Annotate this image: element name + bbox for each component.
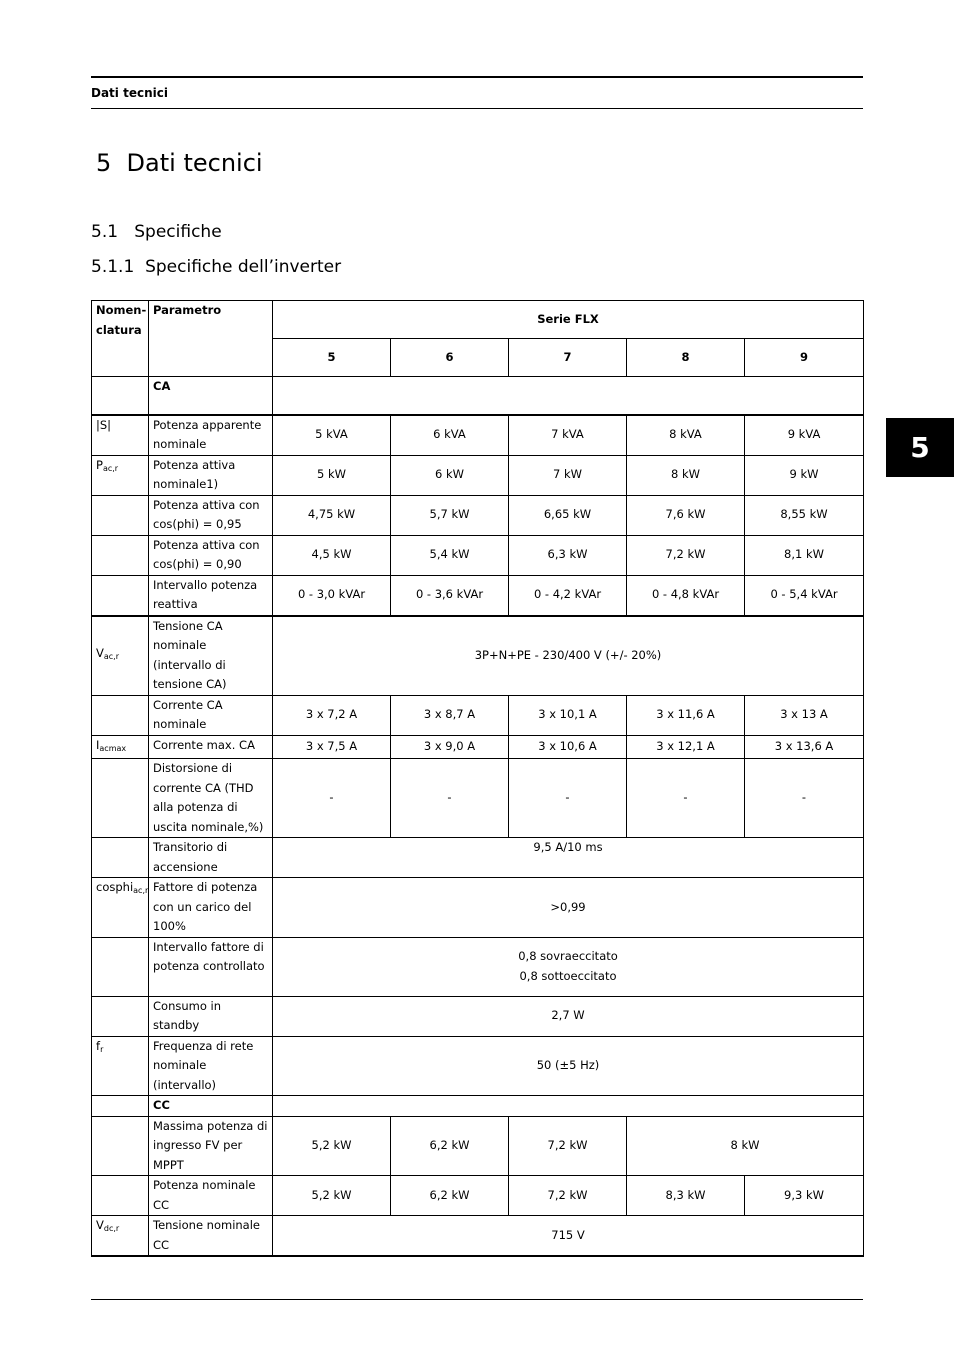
section-label-cc: CC <box>149 1096 273 1117</box>
subsection-title <box>91 257 341 277</box>
symbol-subscript: r <box>100 1044 104 1054</box>
nomenclature-cell <box>92 455 149 495</box>
symbol-main: P <box>96 457 103 472</box>
nomenclature-cell <box>92 996 149 1036</box>
value-cell: 8,1 kW <box>745 535 864 575</box>
parameter-cell: Corrente CA nominale <box>149 695 273 735</box>
model-header: 7 <box>509 339 627 377</box>
value-cell: 3 x 11,6 A <box>627 695 745 735</box>
value-cell: - <box>391 759 509 838</box>
nomenclature-cell: |S| <box>92 415 149 456</box>
value-cell: - <box>627 759 745 838</box>
subsection-title-text: Specifiche dell’inverter <box>145 257 342 277</box>
header-series: Serie FLX <box>273 301 864 339</box>
parameter-cell: Intervallo fattore di potenza controllato <box>149 937 273 996</box>
value-cell: 0 - 5,4 kVAr <box>745 575 864 616</box>
value-cell-span: >0,99 <box>273 878 864 938</box>
value-cell: 5,2 kW <box>273 1176 391 1216</box>
value-cell: 6,3 kW <box>509 535 627 575</box>
nomenclature-cell <box>92 535 149 575</box>
nomenclature-cell <box>92 1036 149 1096</box>
value-cell: 5,2 kW <box>273 1116 391 1176</box>
symbol-subscript: dc,r <box>103 1224 120 1233</box>
nomenclature-cell <box>92 1176 149 1216</box>
parameter-cell: Tensione CA nominale (intervallo di tensione CA) <box>149 616 273 696</box>
chapter-number: 5 <box>96 149 112 177</box>
empty-cell <box>273 1096 864 1117</box>
value-cell: 3 x 7,5 A <box>273 735 391 759</box>
value-cell: 0 - 4,8 kVAr <box>627 575 745 616</box>
value-cell: 7,2 kW <box>509 1116 627 1176</box>
value-cell: 8 kVA <box>627 415 745 456</box>
parameter-cell: Corrente max. CA <box>149 735 273 759</box>
model-header: 5 <box>273 339 391 377</box>
nomenclature-cell <box>92 735 149 759</box>
nomenclature-cell <box>92 1116 149 1176</box>
nomenclature-cell <box>92 377 149 415</box>
header-nomenclature: Nomen-clatura <box>92 301 149 377</box>
nomenclature-cell <box>92 695 149 735</box>
value-cell: 3 x 13,6 A <box>745 735 864 759</box>
value-cell: 7 kW <box>509 455 627 495</box>
value-cell: 4,75 kW <box>273 495 391 535</box>
value-line: 0,8 sovraeccitato <box>518 949 618 963</box>
inverter-spec-table <box>91 300 864 1257</box>
parameter-cell: Distorsione di corrente CA (THD alla potenza di uscita nominale,%) <box>149 759 273 838</box>
chapter-title-text: Dati tecnici <box>126 149 263 177</box>
value-cell: 6 kVA <box>391 415 509 456</box>
value-cell: 5 kVA <box>273 415 391 456</box>
value-cell: 9,3 kW <box>745 1176 864 1216</box>
parameter-cell: Fattore di potenza con un carico del 100% <box>149 878 273 938</box>
parameter-cell: Intervallo potenza reattiva <box>149 575 273 616</box>
symbol-main: V <box>96 1218 104 1232</box>
parameter-cell: Transitorio di accensione <box>149 838 273 878</box>
value-cell: 9 kVA <box>745 415 864 456</box>
footer-rule <box>91 1299 863 1300</box>
symbol-subscript: ac,r <box>133 886 149 895</box>
nomenclature-cell <box>92 495 149 535</box>
parameter-cell: Tensione nominale CC <box>149 1216 273 1257</box>
subsection-number: 5.1.1 <box>91 257 135 277</box>
value-cell-span: 8 kW <box>627 1116 864 1176</box>
header-parameter: Parametro <box>149 301 273 377</box>
parameter-cell: Potenza attiva con cos(phi) = 0,90 <box>149 535 273 575</box>
symbol-main: V <box>96 646 104 661</box>
value-cell: 7,2 kW <box>627 535 745 575</box>
parameter-cell: Potenza apparente nominale <box>149 415 273 456</box>
parameter-cell: Potenza attiva nominale1) <box>149 455 273 495</box>
value-cell: 8,55 kW <box>745 495 864 535</box>
parameter-cell: Frequenza di rete nominale (intervallo) <box>149 1036 273 1096</box>
value-cell: 3 x 7,2 A <box>273 695 391 735</box>
value-cell: 3 x 9,0 A <box>391 735 509 759</box>
value-cell: 6 kW <box>391 455 509 495</box>
nomenclature-cell <box>92 937 149 996</box>
value-cell: 3 x 12,1 A <box>627 735 745 759</box>
symbol-main: cosphi <box>96 880 134 894</box>
value-cell: 7 kVA <box>509 415 627 456</box>
model-header: 9 <box>745 339 864 377</box>
parameter-cell: Massima potenza di ingresso FV per MPPT <box>149 1116 273 1176</box>
value-cell: 6,2 kW <box>391 1176 509 1216</box>
header-bottom-rule <box>91 108 863 109</box>
section-title-text: Specifiche <box>134 222 222 242</box>
value-cell-span <box>273 937 864 996</box>
value-cell: 9 kW <box>745 455 864 495</box>
value-cell: 5,4 kW <box>391 535 509 575</box>
value-cell: 4,5 kW <box>273 535 391 575</box>
value-cell: 3 x 8,7 A <box>391 695 509 735</box>
nomenclature-cell <box>92 575 149 616</box>
symbol-main: I <box>96 737 100 752</box>
value-cell: 8,3 kW <box>627 1176 745 1216</box>
value-cell: 0 - 4,2 kVAr <box>509 575 627 616</box>
value-cell: 7,2 kW <box>509 1176 627 1216</box>
value-cell: 6,65 kW <box>509 495 627 535</box>
nomenclature-cell <box>92 616 149 696</box>
parameter-cell: Potenza nominale CC <box>149 1176 273 1216</box>
value-cell: - <box>273 759 391 838</box>
nomenclature-cell <box>92 1216 149 1257</box>
chapter-side-tab: 5 <box>886 418 954 477</box>
value-cell: - <box>745 759 864 838</box>
section-label-ca: CA <box>149 377 273 415</box>
nomenclature-cell <box>92 838 149 878</box>
empty-cell <box>273 377 864 415</box>
section-number: 5.1 <box>91 222 119 242</box>
value-cell-span: 2,7 W <box>273 996 864 1036</box>
value-cell: - <box>509 759 627 838</box>
value-cell: 3 x 13 A <box>745 695 864 735</box>
model-header: 8 <box>627 339 745 377</box>
nomenclature-cell <box>92 1096 149 1117</box>
parameter-cell: Consumo in standby <box>149 996 273 1036</box>
parameter-cell: Potenza attiva con cos(phi) = 0,95 <box>149 495 273 535</box>
value-cell-span: 50 (±5 Hz) <box>273 1036 864 1096</box>
nomenclature-cell <box>92 878 149 938</box>
value-cell-span: 3P+N+PE - 230/400 V (+/- 20%) <box>273 616 864 696</box>
value-cell: 0 - 3,6 kVAr <box>391 575 509 616</box>
nomenclature-cell <box>92 759 149 838</box>
symbol-main: f <box>96 1038 101 1053</box>
value-cell: 6,2 kW <box>391 1116 509 1176</box>
value-line: 0,8 sottoeccitato <box>519 968 617 983</box>
value-cell-span: 715 V <box>273 1216 864 1257</box>
symbol-subscript: ac,r <box>103 652 120 662</box>
chapter-title <box>96 149 263 177</box>
value-cell: 7,6 kW <box>627 495 745 535</box>
model-header: 6 <box>391 339 509 377</box>
section-title <box>91 222 222 242</box>
running-header: Dati tecnici <box>91 86 168 100</box>
value-cell: 3 x 10,6 A <box>509 735 627 759</box>
value-cell: 5,7 kW <box>391 495 509 535</box>
value-cell: 3 x 10,1 A <box>509 695 627 735</box>
value-cell: 5 kW <box>273 455 391 495</box>
symbol-subscript: ac,r <box>102 463 119 473</box>
value-cell: 8 kW <box>627 455 745 495</box>
value-cell: 0 - 3,0 kVAr <box>273 575 391 616</box>
value-cell-span: 9,5 A/10 ms <box>273 838 864 878</box>
symbol-subscript: acmax <box>99 743 127 753</box>
header-top-rule <box>91 76 863 78</box>
